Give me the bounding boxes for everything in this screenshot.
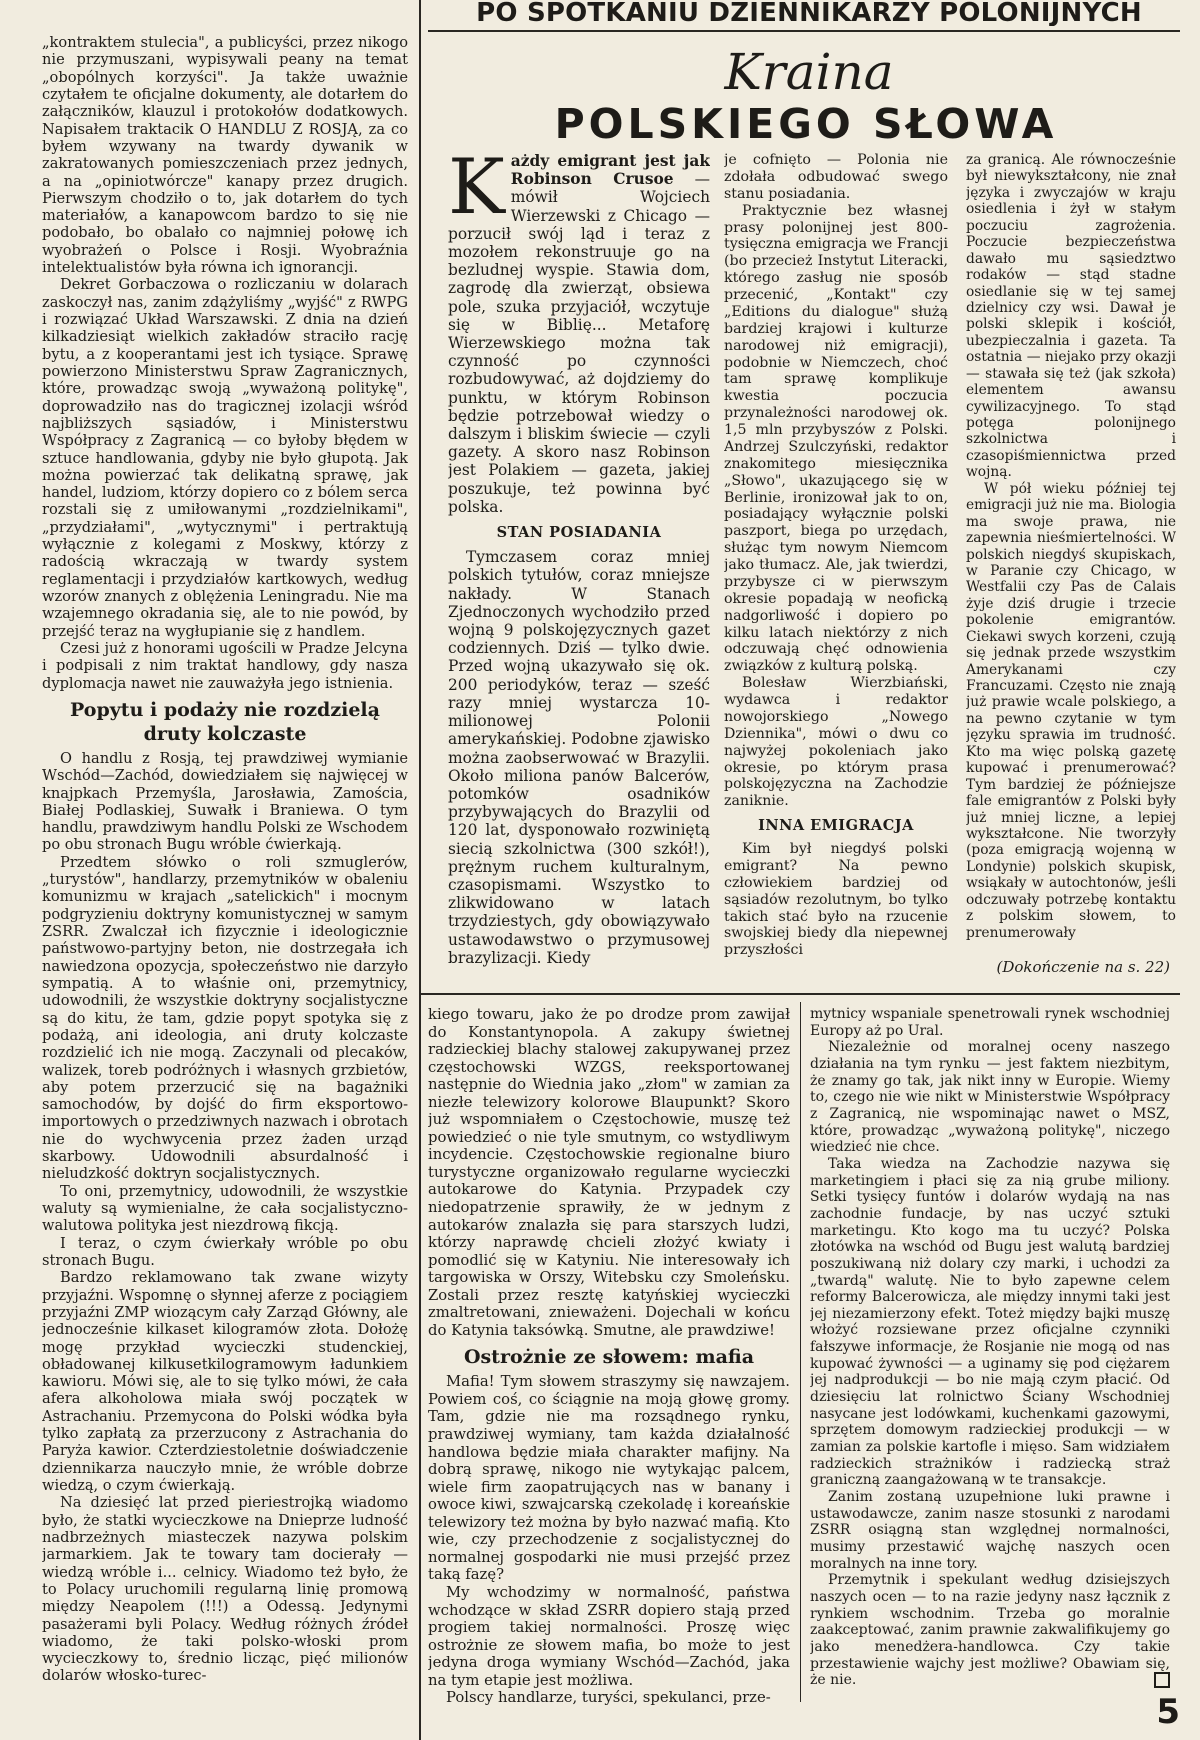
- paragraph: Kim był niegdyś polski emigrant? Na pewno człowiekiem bardziej od sąsiadów rezolutnym, bo tylko takich stać było na rzucenie swojskiej biedy dla niepewnej przyszłości: [724, 841, 948, 959]
- section-heading: STAN POSIADANIA: [496, 524, 662, 542]
- article-kicker: PO SPOTKANIU DZIENNIKARZY POLONIJNYCH: [476, 0, 1142, 26]
- paragraph: O handlu z Rosją, tej prawdziwej wymianie Wschód—Zachód, dowiedziałem się najwięcej w knajpkach Przemyśla, Jarosławia, Zamościa, Białej Podlaskiej, Suwałk i Braniewa. O tym handlu, prawdziwym handlu Polski ze Wschodem po obu stronach Bugu wróble ćwierkają.: [42, 749, 408, 854]
- end-mark-icon: [1154, 1672, 1170, 1688]
- article-box-bottom-rule: [420, 993, 1180, 995]
- paragraph: [448, 152, 710, 516]
- left-column: [42, 34, 408, 1710]
- paragraph: Niezależnie od moralnej oceny naszego działania na tym rynku — jest faktem niezbitym, że znamy go tak, jak nikt inny w Europie. Wiemy to, czego nie wie nikt w Ministerstwie Współpracy z Zagranicą, nie wspominając nawet o MSZ, które, prowadząc „wyważoną politykę", niczego wiedzieć nie chce.: [810, 1039, 1170, 1156]
- article-box-top-rule: [428, 30, 1180, 32]
- paragraph: „kontraktem stulecia", a publicyści, przez nikogo nie przymuszani, wypisywali peany na temat „obopólnych korzyści". Ja także uważnie czytałem te oficjalne dokumenty, ale dotarłem do załączników, klauzul i protokołów dodatkowych. Napisałem traktacik O HANDLU Z ROSJĄ, za co byłem wzywany na twardy dywanik w zakratowanych pomieszczeniach przez jednych, a na „opiniotwórcze" kanapy przez drugich. Pierwszym chodziło o to, jak dotarłem do tych materiałów, a kanapowcom bardzo to się nie podobało, bo obalało co najmniej połowę ich wyobrażeń o Polsce i Rosji. Wyobraźnia intelektualistów była równa ich ignorancji.: [42, 34, 408, 277]
- bottom-right-column: [810, 1006, 1170, 1696]
- paragraph: Praktycznie bez własnej prasy polonijnej jest 800-tysięczna emigracja we Francji (bo przecież Instytut Literacki, którego zasług nie sposób przecenić, „Kontakt" czy „Editions du dialogue" służą bardziej krajowi i kulturze narodowej niż emigracji), podobnie w Niemczech, choć tam sprawę komplikuje kwestia poczucia przynależności narodowej ok. 1,5 mln przybyszów z Polski. Andrzej Szulczyński, redaktor znakomitego miesięcznika „Słowo", ukazującego się w Berlinie, ironizował jak to on, posiadający wyłącznie polski paszport, biega po urzędach, służąc tym nowym Niemcom jako tłumacz. Ale, jak twierdzi, przybysze ci w pierwszym okresie popadają w neoficką nadgorliwość i dopiero po kilku latach niektórzy z nich odczuwają chęć odnowienia związków z kulturą polską.: [724, 202, 948, 675]
- article-column-2: [724, 152, 948, 982]
- column-rule-left: [419, 0, 421, 1740]
- paragraph: za granicą. Ale równocześnie był niewykształcony, nie znał języka i zwyczajów w kraju osiedlenia i żył w stałym poczuciu zagrożenia. Poczucie bezpieczeństwa dawało mu sąsiedztwo rodaków — stąd stadne osiedlanie się w tej samej dzielnicy czy wsi. Dawał je polski sklepik i kościół, ubezpieczalnia i gazeta. Ta ostatnia — niejako przy okazji — stawała się też (jak szkoła) elementem awansu cywilizacyjnego. To stąd potęga polonijnego szkolnictwa i czasopiśmiennictwa przed wojną.: [966, 152, 1176, 481]
- article-column-3: [966, 152, 1176, 952]
- paragraph: mytnicy wspaniale spenetrowali rynek wschodniej Europy aż po Ural.: [810, 1006, 1170, 1039]
- drop-cap: K: [448, 152, 505, 231]
- bottom-middle-column: [428, 1006, 790, 1706]
- paragraph: Mafia! Tym słowem straszymy się nawzajem. Powiem coś, co ściągnie na moją głowę gromy. Tam, gdzie nie ma rozsądnego rynku, prawdziwej wymiany, tam każda działalność handlowa będzie miała charakter mafijny. Na dobrą sprawę, nikogo nie wytykając palcem, wiele firm zaopatrujących nas w banany i owoce kiwi, szwajcarską czekoladę i koreańskie telewizory też można by było nazwać mafią. Kto wie, czy przechodzenie z socjalistycznej do normalnej gospodarki nie musi przejść przez taką fazę?: [428, 1373, 790, 1584]
- paragraph: Taka wiedza na Zachodzie nazywa się marketingiem i płaci się za nią grube miliony. Setki tysięcy funtów i dolarów wydają na nas zachodnie fundacje, by nas uczyć sztuki marketingu. Kto kogo ma tu uczyć? Polska złotówka na wschód od Bugu jest walutą bardziej poszukiwaną niż dolary czy marki, i uchodzi za „twardą" walutę. Nie to było zapewne celem reformy Balcerowicza, ale między innymi taki jest jej niezamierzony efekt. Toteż między bajki muszę włożyć rozsiewane przez oficjalne czynniki fałszywe informacje, że Rosjanie nie mogą od nas kupować żywności — a uginamy się pod ciężarem jej nadprodukcji — bo nie mają czym płacić. Od dziesięciu lat rolnictwo Ściany Wschodniej nasycane jest lodówkami, kuchenkami gazowymi, sprzętem domowym radzieckiej produkcji — w zamian za polskie kartofle i mięso. Sam widziałem radzieckich strażników i radziecką straż graniczną zaangażowaną w te transakcje.: [810, 1155, 1170, 1489]
- paragraph: Zanim zostaną uzupełnione luki prawne i ustawodawcze, zanim nasze stosunki z narodami ZSRR osiągną stan względnej normalności, musimy przestawić wajchę naszych ocen moralnych na inne tory.: [810, 1489, 1170, 1572]
- paragraph: Bolesław Wierzbiański, wydawca i redaktor nowojorskiego „Nowego Dziennika", mówi o dwu co najwyżej pokoleniach jako okresie, po którym prasa polskojęzyczna na Zachodzie zaniknie.: [724, 675, 948, 810]
- paragraph: kiego towaru, jako że po drodze prom zawijał do Konstantynopola. A zakupy świetnej radzieckiej blachy stalowej zakupywanej przez częstochowski WZGS, reeksportowanej następnie do Wiednia jako „złom" w zamian za niezłe telewizory kolorowe Blaupunkt? Skoro już wspomniałem o Częstochowie, muszę też powiedzieć o nie tyle smutnym, co wstydliwym incydencie. Częstochowskie regionalne biuro turystyczne organizowało regularne wycieczki autokarowe do Katynia. Przypadek czy niedopatrzenie sprawiły, że w jednym z autokarów znalazła się para starszych ludzi, którzy naprawdę chcieli złożyć kwiaty i pomodlić się w Katyniu. Nie interesowały ich targowiska w Orszy, Witebsku czy Smoleńsku. Zostali przez resztę katyńskiej wycieczki zmaltretowani, znieważeni. Dojechali w końcu do Katynia taksówką. Smutne, ale prawdziwe!: [428, 1006, 790, 1339]
- section-heading: INNA EMIGRACJA: [758, 817, 914, 835]
- article-title-line1: Kraina: [724, 43, 894, 101]
- paragraph: Polscy handlarze, turyści, spekulanci, prze-: [446, 1689, 771, 1706]
- paragraph-text: — mówił Wojciech Wierzewski z Chicago — porzucił swój ląd i teraz z mozołem rekonstruuje go na bezludnej wyspie. Stawia dom, zagrodę dla zwierząt, obsiewa pole, szuka przyjaciół, wczytuje się w Biblię... Metaforę Wierzewskiego można tak czynność po czynności rozbudowywać, aż dojdziemy do punktu, w którym Robinson będzie potrzebował wiedzy o dalszym i bliskim świecie — czyli gazety. A skoro nasz Robinson jest Polakiem — gazeta, jakiej poszukuje, też powinna być polska.: [448, 170, 710, 516]
- article-column-1: [448, 152, 710, 982]
- paragraph: Na dziesięć lat przed pieriestrojką wiadomo było, że statki wycieczkowe na Dnieprze ludność nadbrzeżnych miasteczek nazywa polskim jarmarkiem. Jak te towary tam docierały — wiedzą wróble i... celnicy. Wiadomo też było, że to Polacy uruchomili regularną linię promową między Neapolem (!!!) a Odessą. Jedynymi pasażerami byli Polacy. Według różnych źródeł wiadomo, że taki polsko-włoski prom wycieczkowy to, średnio licząc, pięć milionów dolarów włosko-turec-: [42, 1494, 408, 1685]
- paragraph: Tymczasem coraz mniej polskich tytułów, coraz mniejsze nakłady. W Stanach Zjednoczonych wychodziło przed wojną 9 polskojęzycznych gazet codziennych. Dziś — tylko dwie. Przed wojną ukazywało się ok. 200 periodyków, teraz — sześć razy mniej wystarcza 10-milionowej Polonii amerykańskiej. Podobne zjawisko można zaobserwować w Brazylii. Około miliona panów Balcerów, potomków osadników przybywających do Brazylii od 120 lat, dysponowało rozwiniętą siecią szkolnictwa (300 szkół!), prężnym ruchem kulturalnym, czasopismami. Wszystko to zlikwidowano w latach trzydziestych, gdy obowiązywało ustawodawstwo o przymusowej brazylizacji. Kiedy: [448, 548, 710, 967]
- paragraph: W pół wieku później tej emigracji już nie ma. Biologia ma swoje prawa, nie zapewnia nieśmiertelności. W polskich niegdyś skupiskach, w Paranie czy Chicago, w Westfalii czy Pas de Calais żyje dziś drugie i trzecie pokolenie emigrantów. Ciekawi swych korzeni, czują się jednak przede wszystkim Amerykanami czy Francuzami. Często nie znają już prawie wcale polskiego, a na pewno czytanie w tym języku sprawia im trudność. Kto ma więc polską gazetę kupować i prenumerować? Tym bardziej że późniejsze fale emigrantów z Polski były już mniej liczne, a lepiej wykształcone. Nie tworzyły (poza emigracją wojenną w Londynie) polskich skupisk, wsiąkały w autochtonów, jeśli odczuwały potrzebę kontaktu z polskim słowem, to prenumerowały: [966, 480, 1176, 941]
- paragraph: [810, 1572, 1170, 1689]
- article-title-line2: POLSKIEGO SŁOWA: [554, 100, 1058, 148]
- section-heading: Popytu i podaży nie rozdzielą druty kolczaste: [70, 698, 380, 745]
- lead-text: ażdy emigrant jest jak Robinson Crusoe: [510, 152, 710, 189]
- paragraph: je cofnięto — Polonia nie zdołała odbudować swego stanu posiadania.: [724, 152, 948, 202]
- paragraph: Bardzo reklamowano tak zwane wizyty przyjaźni. Wspomnę o słynnej aferze z pociągiem przyjaźni ZMP wiozącym cały Zarząd Główny, ale jednocześnie kilkaset kilogramów złota. Dołożę mogę przykład wycieczki studenckiej, obładowanej kilkusetkilogramowym ładunkiem kawioru. Mówi się, ale to się tylko mówi, że cała afera alkoholowa miała swój początek w Astrachaniu. Przemycona do Polski wódka była tylko zapłatą za przerzucony z Astrachania do Paryża kawior. Czterdziestoletnie doświadczenie dziennikarza nauczyło mnie, że wróble dobrze wiedzą, o czym ćwierkają.: [42, 1269, 408, 1494]
- page-number: 5: [1156, 1692, 1180, 1732]
- paragraph: I teraz, o czym ćwierkały wróble po obu stronach Bugu.: [42, 1234, 408, 1269]
- section-heading: Ostrożnie ze słowem: mafia: [463, 1346, 755, 1369]
- paragraph: Dekret Gorbaczowa o rozliczaniu w dolarach zaskoczył nas, zanim zdążyliśmy „wyjść" z RWPG i rozwiązać Układ Warszawski. Z dnia na dzień kilkadziesiąt wielkich zakładów straciło rację bytu, a z kooperantami jest ich tysiące. Sprawę powierzono Ministerstwu Spraw Zagranicznych, które, prowadząc swoją „wyważoną politykę", doprowadziło nas do tragicznej izolacji wśród najbliższych sąsiadów, i Ministerstwu Współpracy z Zagranicą — co byłoby błędem w sztuce handlowania, gdyby nie było głupotą. Jak można powierzać tak delikatną sprawę, jak handel, ludziom, którzy dopiero co z bólem serca rozstali się z umiłowanymi „rozdzielnikami", „przydziałami", „wytycznymi" i pertraktują wyłącznie z kolegami z Moskwy, którzy z radością wkraczają w twardy system reglamentacji i przydziałów kartkowych, według wzorów znanych z oblężenia Leningradu. Nie ma wzajemnego okradania się, ale to nie powód, by przejść teraz na wygłupianie się z handlem.: [42, 276, 408, 640]
- column-rule-bottom-1: [800, 1002, 801, 1702]
- paragraph: My wchodzimy w normalność, państwa wchodzące w skład ZSRR dopiero stają przed progiem takiej normalności. Proszę więc ostrożnie ze słowem mafia, bo może to jest jedyna droga wymiany Wschód—Zachód, jaka na tym etapie jest możliwa.: [428, 1583, 790, 1689]
- continuation-note: (Dokończenie na s. 22): [996, 958, 1170, 976]
- paragraph-text: Przemytnik i spekulant według dzisiejszych naszych ocen — to na razie jedyny nasz łącznik z rynkiem wschodnim. Trzeba go moralnie zaakceptować, zanim prawnie zakwalifikujemy go jako menedżera-handlowca. Czy takie przestawienie wajchy jest możliwe? Obawiam się, że nie.: [810, 1572, 1170, 1689]
- paragraph: Przedtem słówko o roli szmuglerów, „turystów", handlarzy, przemytników w obaleniu komunizmu w krajach „satelickich" i mocnym podgryzieniu doktryny komunistycznej w samym ZSRR. Zwalczał ich fizycznie i ideologicznie państwowo-partyjny beton, nie dostrzegała ich nawiedzona opozycja, społeczeństwo nie darzyło sympatią. A to właśnie oni, przemytnicy, udowodnili, że wszystkie doktryny socjalistyczne są do kitu, że tam, gdzie popyt spotyka się z podażą, ani ideologia, ani druty kolczaste rozdzielić ich nie mogą. Zaczynali od plecaków, walizek, toreb podróżnych i własnych grzbietów, aby potem przerzucić się na bagażniki samochodów, by dojść do firm eksportowo-importowych o przedziwnych nazwach i obrotach nie do wychwycenia przez żaden urząd skarbowy. Udowodnili absurdalność i nieludzkość doktryn socjalistycznych.: [42, 853, 408, 1183]
- paragraph: To oni, przemytnicy, udowodnili, że wszystkie waluty są wymienialne, że cała socjalistyczno-walutowa polityka jest niezdrową fikcją.: [42, 1182, 408, 1235]
- paragraph: Czesi już z honorami ugościli w Pradze Jelcyna i podpisali z nim traktat handlowy, gdy nasza dyplomacja nawet nie zauważyła jego istnienia.: [42, 639, 408, 692]
